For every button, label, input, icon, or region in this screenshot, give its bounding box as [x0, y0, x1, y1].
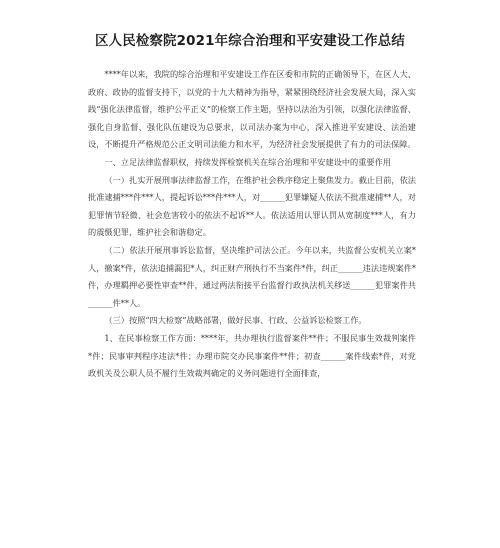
paragraph-four-procuratorates: （三）按照“四大检察”战略部署，做好民事、行政、公益诉讼检察工作。 — [104, 315, 367, 326]
paragraph-civil-procuratorial: 1、在民事检察工作方面：****年，共办理执行监督案件**件；不服民事生效裁判案件*件；民事审判程序违法*件；办理市院交办民事案件**件；初查______案件线索*件，对党政机关及公职人员不履行生效裁判确定的义务问题进行全面排查， — [88, 332, 416, 379]
paragraph-litigation-supervision: （二）依法开展刑事诉讼监督，坚决维护司法公正。今年以来，共监督公安机关立案*人，撤案*件，依法追捕漏犯*人，纠正财产刑执行不当案件*件，纠正______违法违规案件*件，办理羁押必要性审查**件，通过两法衔接平台监督行政执法机关移送______犯罪案件共______件**人。 — [88, 244, 416, 308]
document-body — [88, 66, 416, 383]
document-title: 区人民检察院2021年综合治理和平安建设工作总结 — [95, 34, 405, 49]
paragraph-section-heading-1: 一、立足法律监督职权，持续发挥检察机关在综合治理和平安建设中的重要作用 — [104, 156, 391, 167]
paragraph-intro: ****年以来，我院的综合治理和平安建设工作在区委和市院的正确领导下，在区人大、政府、政协的监督支持下，以党的十九大精神为指导，紧紧围绕经济社会发展大局，深入实践“强化法律监督，维护公平正义”的检察工作主题，坚持以法治为引领，以强化法律监督、强化自身监督、强化队伍建设为总要求，以司法办案为中心，深入推进平安建设、法治建设，不断提升严格规范公正文明司法能力和水平，为经济社会发展提供了有力的司法保障。 — [88, 69, 416, 150]
paragraph-criminal-supervision: （一）扎实开展刑事法律监督工作，在维护社会秩序稳定上聚焦发力。截止目前，依法批准逮捕***件***人，提起诉讼***件***人，对______犯罪嫌疑人依法不批准逮捕**人，对犯罪情节轻微、社会危害较小的依法不起诉**人。依法适用认罪认罚从宽制度***人，有力的震慑犯罪，维护社会和谐稳定。 — [88, 174, 416, 238]
